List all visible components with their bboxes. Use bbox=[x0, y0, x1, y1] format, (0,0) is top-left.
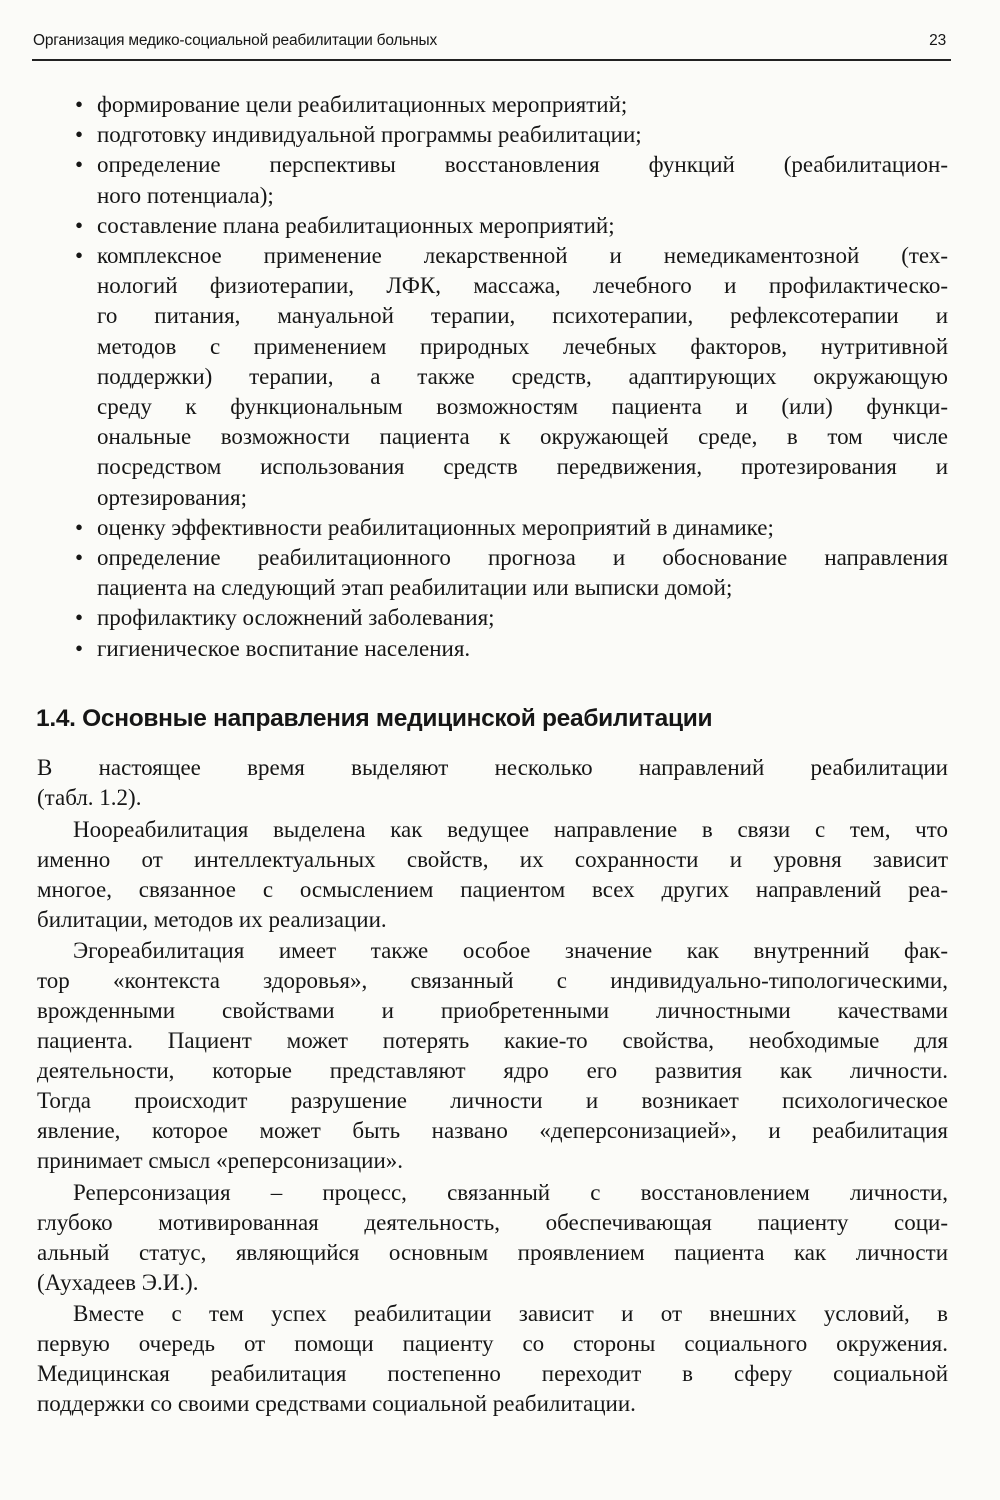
text-line: явление, которое может быть названо «деперсонизацией», и реабилитация bbox=[37, 1118, 948, 1143]
text-line: гигиеническое воспитание населения. bbox=[97, 635, 471, 661]
page-number: 23 bbox=[929, 32, 946, 49]
text-line: Ноореабилитация выделена как ведущее направление в связи с тем, что bbox=[73, 816, 948, 842]
bullet-icon: • bbox=[75, 605, 84, 631]
list-item bbox=[75, 634, 948, 664]
text-line: го питания, мануальной терапии, психотерапии, рефлексотерапии и bbox=[97, 303, 948, 329]
header-rule bbox=[32, 59, 951, 61]
text-line: комплексное применение лекарственной и немедикаментозной (тех- bbox=[97, 243, 948, 269]
text-line: именно от интеллектуальных свойств, их сохранности и уровня зависит bbox=[37, 846, 948, 872]
text-line: методов с применением природных лечебных факторов, нутритивной bbox=[97, 333, 948, 359]
list-item bbox=[75, 211, 948, 241]
text-line: ного потенциала); bbox=[97, 182, 274, 208]
text-line: определение перспективы восстановления функций (реабилитацион- bbox=[97, 152, 948, 178]
text-line: принимает смысл «реперсонизации». bbox=[37, 1148, 404, 1173]
text-line: составление плана реабилитационных мероприятий; bbox=[97, 212, 615, 238]
text-line: оценку эффективности реабилитационных мероприятий в динамике; bbox=[97, 514, 774, 540]
text-line: (табл. 1.2). bbox=[37, 785, 142, 810]
paragraph bbox=[37, 753, 948, 813]
text-line: многое, связанное с осмыслением пациентом всех других направлений реа- bbox=[37, 876, 948, 902]
text-line: билитации, методов их реализации. bbox=[37, 906, 387, 932]
bullet-icon: • bbox=[75, 212, 84, 238]
running-title: Организация медико-социальной реабилитации больных bbox=[33, 32, 438, 49]
text-line: тор «контекста здоровья», связанный с индивидуально-типологическими, bbox=[37, 968, 948, 993]
list-item bbox=[75, 90, 948, 120]
list-item bbox=[75, 241, 948, 513]
text-line: Вместе с тем успех реабилитации зависит и от внешних условий, в bbox=[73, 1301, 948, 1326]
text-line: деятельности, которые представляют ядро его развития как личности. bbox=[37, 1058, 948, 1083]
text-line: Эгореабилитация имеет также особое значение как внутренний фак- bbox=[73, 938, 948, 963]
bullet-icon: • bbox=[75, 92, 84, 117]
text-line: поддержки со своими средствами социальной реабилитации. bbox=[37, 1391, 636, 1416]
bullet-icon: • bbox=[75, 635, 84, 661]
text-line: В настоящее время выделяют несколько направлений реабилитации bbox=[37, 755, 948, 780]
paragraph bbox=[37, 815, 948, 935]
bullet-icon: • bbox=[75, 545, 84, 571]
body-text bbox=[37, 753, 948, 1421]
text-line: формирование цели реабилитационных мероприятий; bbox=[97, 92, 628, 117]
text-line: определение реабилитационного прогноза и обоснование направления bbox=[97, 545, 948, 571]
bullet-icon: • bbox=[75, 122, 84, 148]
list-item bbox=[75, 513, 948, 543]
list-item bbox=[75, 150, 948, 210]
paragraph bbox=[37, 1178, 948, 1298]
text-line: альный статус, являющийся основным проявлением пациента как личности bbox=[37, 1239, 948, 1265]
text-line: среду к функциональным возможностям пациента и (или) функци- bbox=[97, 394, 948, 420]
list-item bbox=[75, 120, 948, 150]
paragraph bbox=[37, 936, 948, 1176]
text-line: пациента. Пациент может потерять какие-то свойства, необходимые для bbox=[37, 1028, 948, 1053]
text-line: нологий физиотерапии, ЛФК, массажа, лечебного и профилактическо- bbox=[97, 273, 948, 299]
text-line: врожденными свойствами и приобретенными личностными качествами bbox=[37, 998, 948, 1023]
text-line: ональные возможности пациента к окружающей среде, в том числе bbox=[97, 424, 948, 450]
bullet-icon: • bbox=[75, 152, 84, 178]
paragraph bbox=[37, 1299, 948, 1419]
running-header bbox=[33, 32, 950, 54]
bullet-icon: • bbox=[75, 514, 84, 540]
text-line: ортезирования; bbox=[97, 484, 247, 510]
text-line: Тогда происходит разрушение личности и возникает психологическое bbox=[37, 1088, 948, 1113]
text-line: Медицинская реабилитация постепенно переходит в сферу социальной bbox=[37, 1361, 948, 1386]
list-item bbox=[75, 543, 948, 603]
text-line: пациента на следующий этап реабилитации или выписки домой; bbox=[97, 575, 733, 601]
bullet-list bbox=[75, 90, 948, 664]
text-line: Реперсонизация – процесс, связанный с восстановлением личности, bbox=[73, 1179, 948, 1205]
text-line: первую очередь от помощи пациенту со стороны социального окружения. bbox=[37, 1331, 948, 1356]
section-heading: 1.4. Основные направления медицинской реабилитации bbox=[36, 705, 713, 732]
text-line: (Аухадеев Э.И.). bbox=[37, 1269, 199, 1295]
text-line: посредством использования средств передвижения, протезирования и bbox=[97, 454, 948, 480]
list-item bbox=[75, 603, 948, 633]
text-line: поддержки) терапии, а также средств, адаптирующих окружающую bbox=[97, 363, 948, 389]
text-line: профилактику осложнений заболевания; bbox=[97, 605, 495, 631]
text-line: подготовку индивидуальной программы реабилитации; bbox=[97, 122, 642, 148]
text-line: глубоко мотивированная деятельность, обеспечивающая пациенту соци- bbox=[37, 1209, 948, 1235]
bullet-icon: • bbox=[75, 243, 84, 269]
